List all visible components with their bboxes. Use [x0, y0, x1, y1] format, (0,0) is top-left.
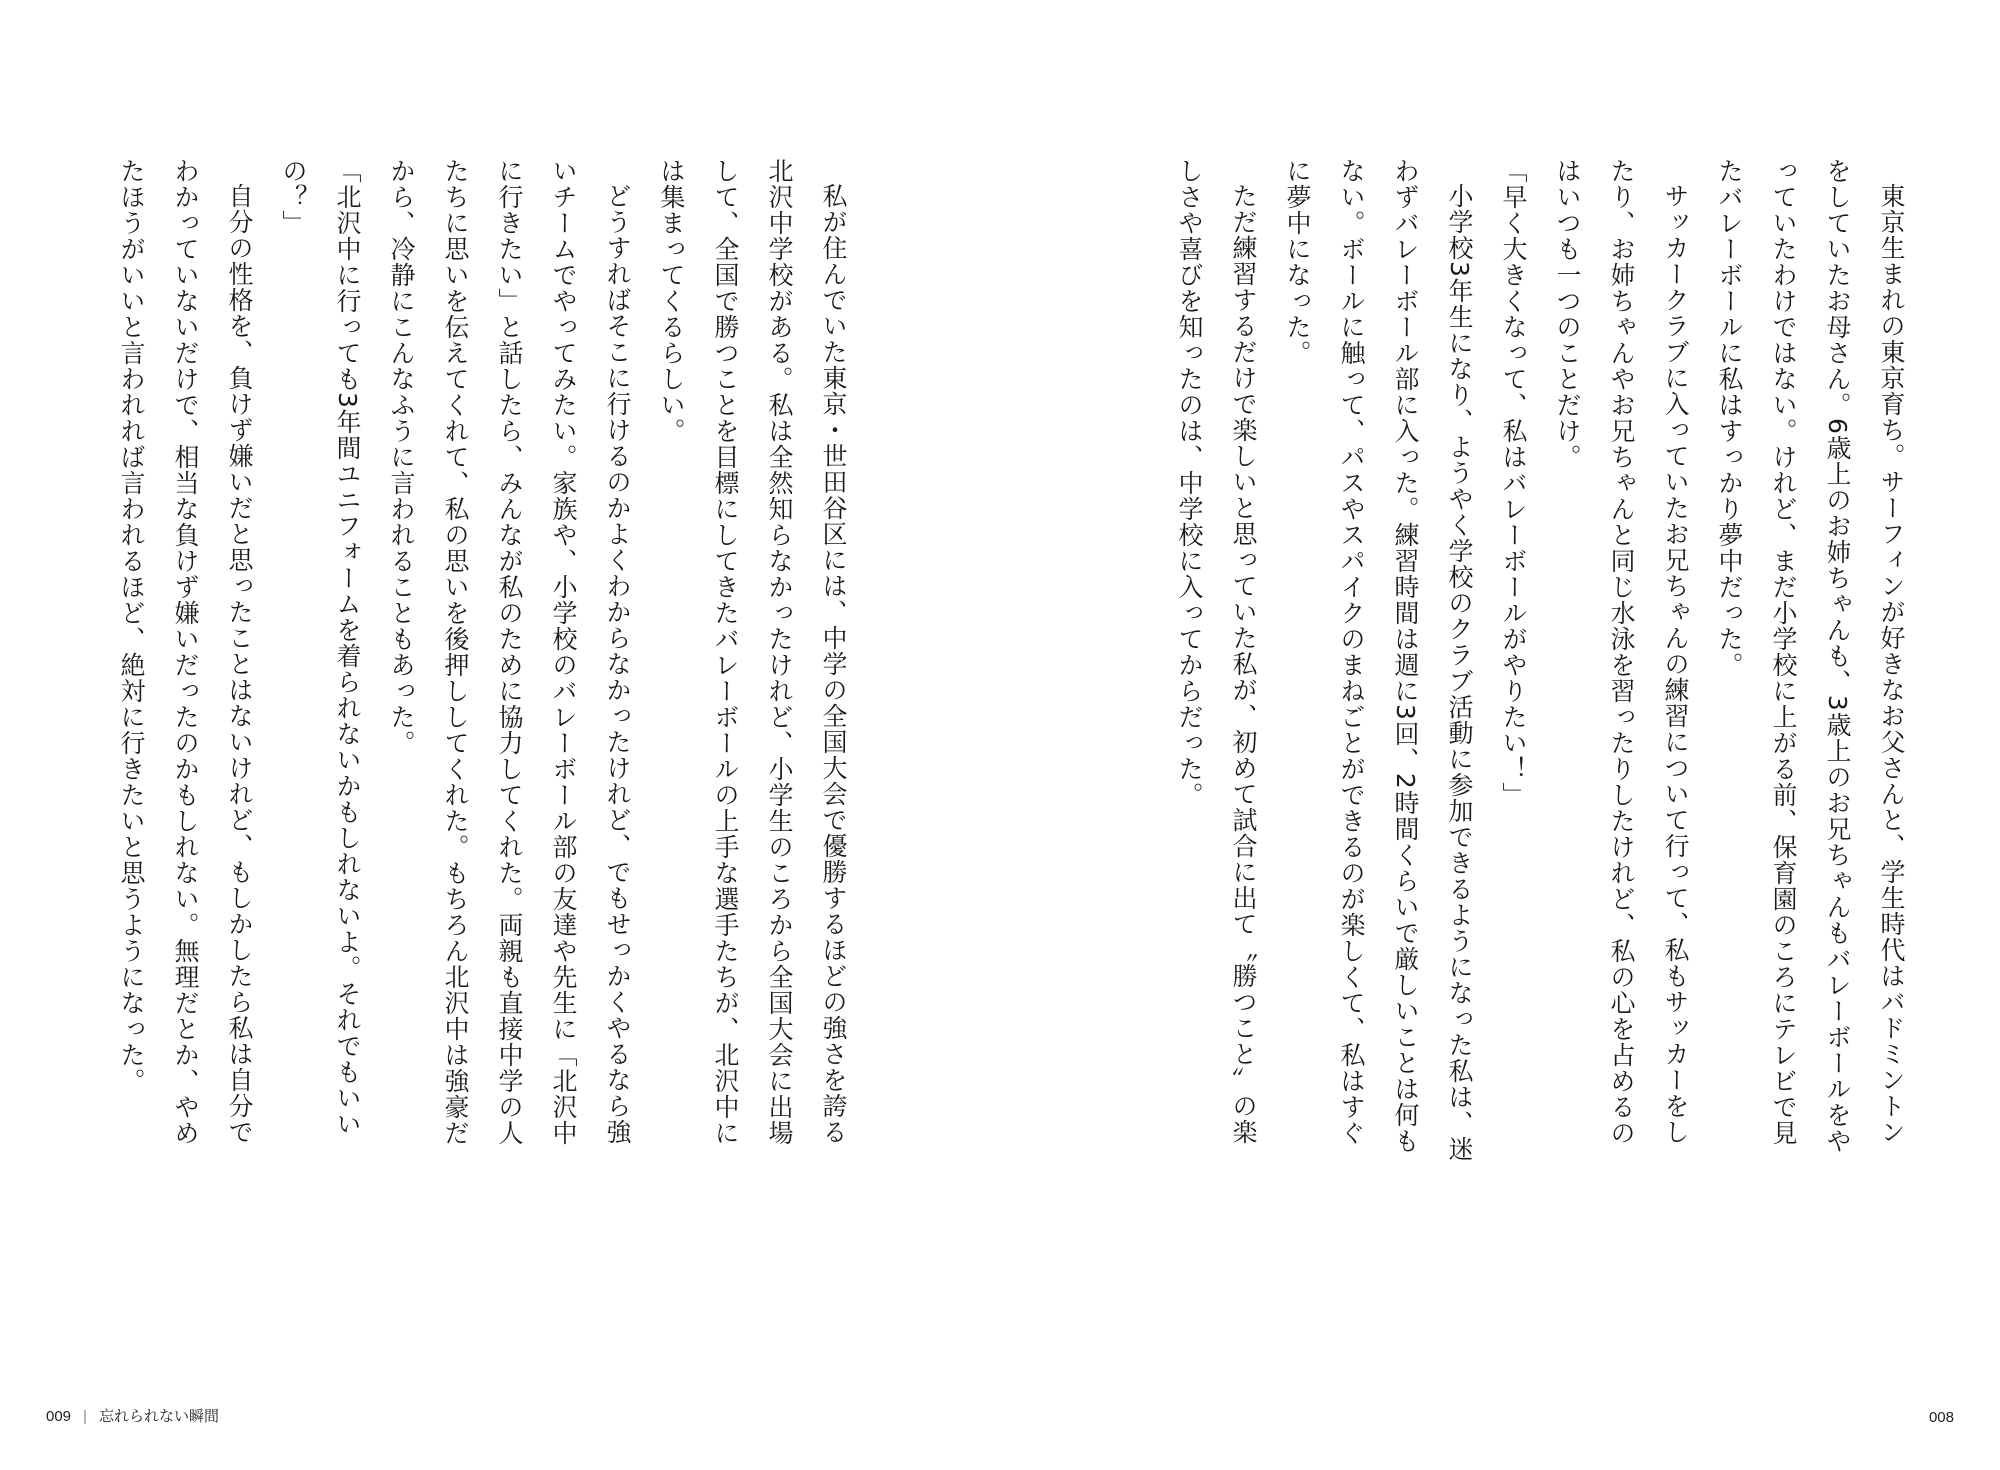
left-page-body	[100, 158, 860, 1168]
right-page	[1000, 0, 2000, 1470]
right-page-body	[1158, 158, 1918, 1168]
paragraph: どうすればそこに行けるのかよくわからなかったけれど、でもせっかくやるなら強いチームでやってみたい。家族や、小学校のバレーボール部の友達や先生に「北沢中に行きたい」と話したら、みんなが私のために協力してくれた。両親も直接中学の人たちに思いを伝えてくれて、私の思いを後押ししてくれた。もちろん北沢中は強豪だから、冷静にこんなふうに言われることもあった。	[387, 158, 632, 1146]
quote-paragraph: 「早く大きくなって、私はバレーボールがやりたい！」	[1499, 158, 1528, 808]
footer-separator: |	[83, 1408, 87, 1425]
paragraph: 東京生まれの東京育ち。サーフィンが好きなお父さんと、学生時代はバドミントンをしていたお母さん。6歳上のお姉ちゃんも、3歳上のお兄ちゃんもバレーボールをやっていたわけではない。けれど、まだ小学校に上がる前、保育園のころにテレビで見たバレーボールに私はすっかり夢中だった。	[1715, 158, 1906, 1154]
paragraph: 私が住んでいた東京・世田谷区には、中学の全国大会で優勝するほどの強さを誇る北沢中学校がある。私は全然知らなかったけれど、小学生のころから全国大会に出場して、全国で勝つことを目標にしてきたバレーボールの上手な選手たちが、北沢中には集まってくるらしい。	[657, 158, 848, 1146]
paragraph: サッカークラブに入っていたお兄ちゃんの練習について行って、私もサッカーをしたり、お姉ちゃんやお兄ちゃんと同じ水泳を習ったりしたけれど、私の心を占めるのはいつも一つのことだけ。	[1553, 158, 1690, 1146]
paragraph: ただ練習するだけで楽しいと思っていた私が、初めて試合に出て〝勝つこと〟の楽しさや喜びを知ったのは、中学校に入ってからだった。	[1175, 158, 1258, 1145]
page-number: 008	[1928, 1409, 1954, 1426]
paragraph: 自分の性格を、負けず嫌いだと思ったことはないけれど、もしかしたら私は自分でわかっていないだけで、相当な負けず嫌いだったのかもしれない。無理だとか、やめたほうがいいと言われれば言われるほど、絶対に行きたいと思うようになった。	[117, 158, 254, 1146]
running-title: 忘れられない瞬間	[98, 1408, 219, 1425]
paragraph: 小学校3年生になり、ようやく学校のクラブ活動に参加できるようになった私は、迷わずバレーボール部に入った。練習時間は週に3回、2時間くらいで厳しいことは何もない。ボールに触って、パスやスパイクのまねごとができるのが楽しくて、私はすぐに夢中になった。	[1283, 158, 1474, 1162]
page-number: 009	[46, 1408, 72, 1425]
right-footer	[1929, 1409, 1954, 1426]
left-footer	[46, 1405, 219, 1426]
quote-paragraph: 「北沢中に行っても3年間ユニフォームを着られないかもしれないよ。それでもいいの？」	[279, 158, 362, 1137]
